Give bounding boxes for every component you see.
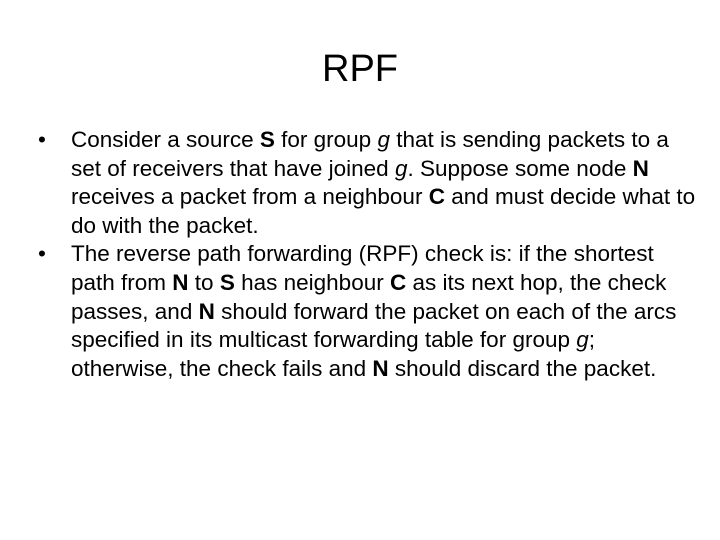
bullet-list <box>36 126 696 383</box>
bullet-item <box>36 126 696 240</box>
bold-term: N <box>172 269 189 295</box>
text-run: . Suppose some node <box>407 155 633 181</box>
bold-term: N <box>198 298 215 324</box>
slide-title: RPF <box>322 48 398 90</box>
text-run: The reverse path forwarding (RPF) check is: if the shortest path from <box>71 241 654 295</box>
text-run: as its next hop, the check passes, and <box>71 269 667 324</box>
text-run: that is sending packets to a set of receivers that have joined <box>71 127 669 181</box>
italic-term: g <box>394 155 408 181</box>
bold-term: S <box>219 269 235 295</box>
text-run: ; otherwise, the check fails and <box>71 327 596 381</box>
text-run: receives a packet from a neighbour <box>71 184 429 210</box>
bold-term: N <box>372 355 389 381</box>
text-run: and must decide what to do with the packet. <box>71 184 696 238</box>
bullet-dot-icon: • <box>38 241 46 267</box>
text-run: for group <box>274 127 378 152</box>
bullet-item <box>36 240 696 383</box>
bold-term: C <box>428 184 445 210</box>
bullet-text <box>71 241 676 380</box>
italic-term: g <box>377 127 390 152</box>
text-run: Consider a source <box>71 127 260 152</box>
bullet-text <box>71 127 695 238</box>
bullet-dot-icon: • <box>38 127 46 152</box>
bold-term: S <box>259 127 275 152</box>
bold-term: N <box>632 155 649 181</box>
text-run: has neighbour <box>234 269 390 295</box>
bold-term: C <box>389 269 407 295</box>
text-run: should forward the packet on each of the arcs specified in its multicast forwarding table for group <box>71 298 677 353</box>
italic-term: g <box>576 327 589 353</box>
text-run: to <box>188 269 220 295</box>
text-run: should discard the packet. <box>388 355 657 381</box>
